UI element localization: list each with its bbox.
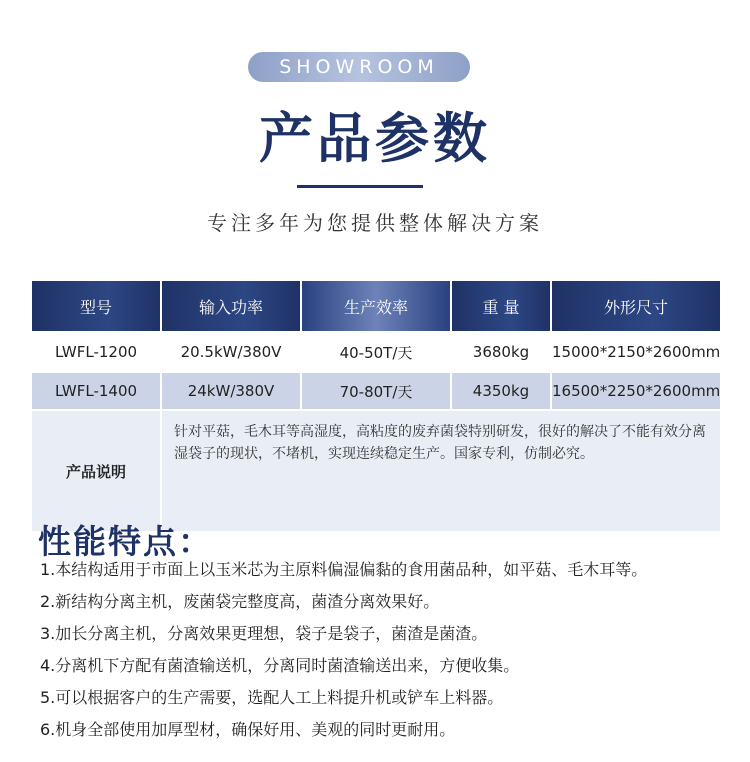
- cell-dimensions: 15000*2150*2600mm: [551, 332, 721, 372]
- table-header-row: [31, 280, 721, 332]
- list-item: 5.可以根据客户的生产需要，选配人工上料提升机或铲车上料器。: [40, 688, 504, 707]
- header-dimensions: 外形尺寸: [551, 280, 721, 332]
- list-item: 1.本结构适用于市面上以玉米芯为主原料偏湿偏黏的食用菌品种，如平菇、毛木耳等。: [40, 560, 648, 579]
- features-title: 性能特点：: [38, 522, 213, 561]
- cell-efficiency: 70-80T/天: [301, 372, 451, 410]
- list-item: 3.加长分离主机，分离效果更理想，袋子是袋子，菌渣是菌渣。: [40, 624, 488, 643]
- cell-weight: 3680kg: [451, 332, 551, 372]
- title-divider: [297, 185, 423, 188]
- header-efficiency: 生产效率: [301, 280, 451, 332]
- cell-dimensions: 16500*2250*2600mm: [551, 372, 721, 410]
- cell-power: 24kW/380V: [161, 372, 301, 410]
- features-list: [40, 554, 745, 746]
- cell-model: LWFL-1400: [31, 372, 161, 410]
- header-power: 输入功率: [161, 280, 301, 332]
- spec-table: [30, 279, 722, 533]
- cell-power: 20.5kW/380V: [161, 332, 301, 372]
- description-row: [31, 410, 721, 532]
- table-row: [31, 372, 721, 410]
- page-title: 产品参数: [259, 107, 491, 170]
- list-item: 6.机身全部使用加厚型材，确保好用、美观的同时更耐用。: [40, 720, 456, 739]
- list-item: 2.新结构分离主机，废菌袋完整度高，菌渣分离效果好。: [40, 592, 440, 611]
- list-item: 4.分离机下方配有菌渣输送机，分离同时菌渣输送出来，方便收集。: [40, 656, 520, 675]
- page-subtitle: 专注多年为您提供整体解决方案: [207, 211, 543, 235]
- table-row: [31, 332, 721, 372]
- header-model: 型号: [31, 280, 161, 332]
- header-weight: 重 量: [451, 280, 551, 332]
- description-text: 针对平菇，毛木耳等高湿度，高粘度的废弃菌袋特别研发，很好的解决了不能有效分离湿袋子的现状，不堵机，实现连续稳定生产。国家专利，仿制必究。: [161, 410, 721, 532]
- cell-model: LWFL-1200: [31, 332, 161, 372]
- showroom-badge: SHOWROOM: [248, 52, 470, 82]
- cell-efficiency: 40-50T/天: [301, 332, 451, 372]
- cell-weight: 4350kg: [451, 372, 551, 410]
- description-label: 产品说明: [31, 410, 161, 532]
